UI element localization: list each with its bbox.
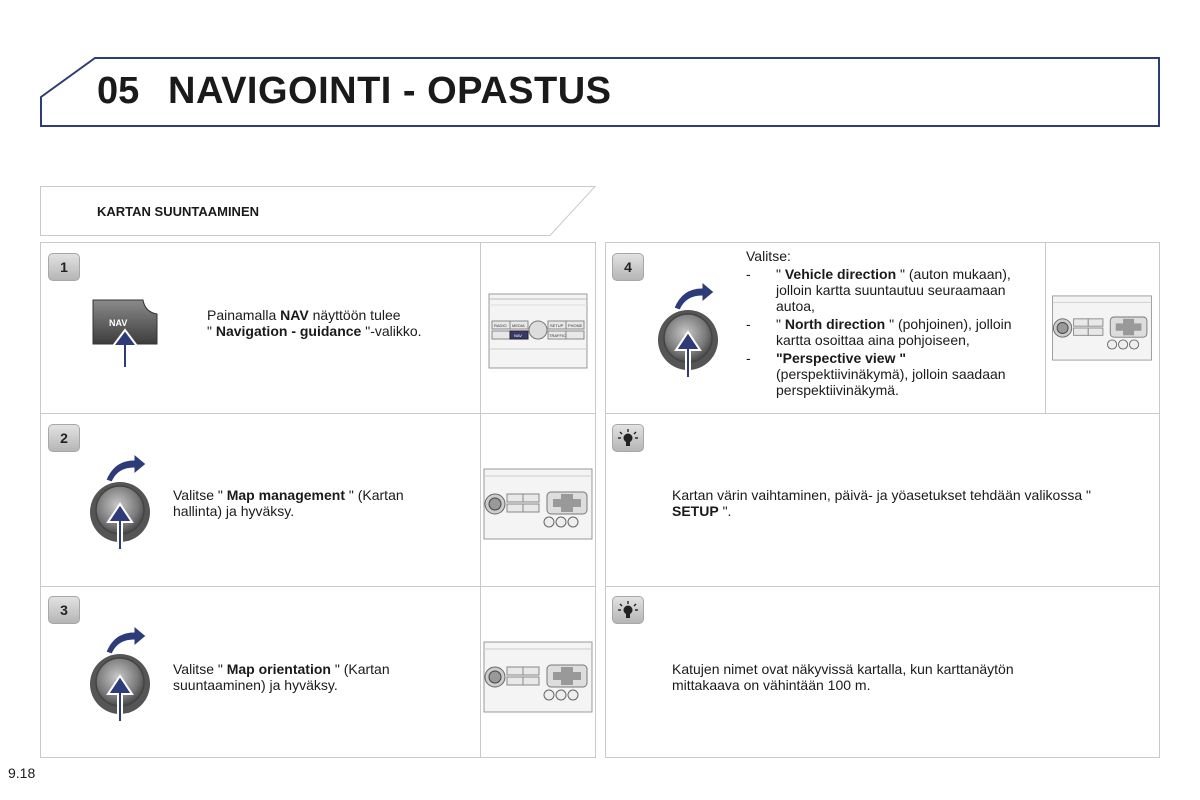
tip-2-text: Katujen nimet ovat näkyvissä kartalla, kun karttanäytön mittakaava on vähintään 100 m. [672,661,1014,693]
option-perspective-view: - "Perspective view " (perspektiivinäkymä), jolloin saadaan perspektiivinäkymä. [746,350,1006,398]
radio-panel-nav [488,293,588,369]
option-north-direction: - " North direction " (pohjoinen), jolloin kartta osoittaa aina pohjoiseen, [746,316,1012,348]
orientation-options [746,266,1038,398]
option-vehicle-direction: - " Vehicle direction " (auton mukaan), jolloin kartta suuntautuu seuraamaan autoa, [746,266,1011,314]
rotary-knob-illustration [88,624,158,724]
chapter-number: 05 [97,70,140,112]
step-1-text: Painamalla NAV näyttöön tulee " Navigation - guidance "-valikko. [207,307,422,339]
rotary-knob-illustration [88,452,158,552]
step-4-intro: Valitse: [746,248,791,264]
page-number: 9.18 [8,765,36,781]
tip-1-lightbulb-icon [612,424,644,452]
page-title: NAVIGOINTI - OPASTUS [168,70,612,112]
nav-button-illustration [85,290,185,370]
step-4-badge: 4 [612,253,644,281]
nav-key-label: NAV [109,318,128,328]
radio-panel-setup [1047,295,1157,361]
tip-1-text: Kartan värin vaihtaminen, päivä- ja yöasetukset tehdään valikossa " SETUP ". [672,487,1091,519]
radio-panel-setup [483,468,593,540]
step-4-divider [1045,242,1046,414]
traffic-key-label: TRAFFIC [549,333,566,338]
section-title: KARTAN SUUNTAAMINEN [97,204,260,219]
step-2-divider [480,413,481,587]
radio-key-label: RADIO [494,323,507,328]
step-4-text [746,248,1038,398]
media-key-label: MEDIA [512,323,525,328]
step-2-text: Valitse " Map management " (Kartan hallinta) ja hyväksy. [173,487,404,519]
nav-key-label-small: NAV [514,333,522,338]
tip-2-lightbulb-icon [612,596,644,624]
rotary-knob-illustration [656,280,726,380]
step-2-badge: 2 [48,424,80,452]
step-3-badge: 3 [48,596,80,624]
setup-key-label: SETUP [550,323,564,328]
step-1-divider [480,242,481,414]
step-1-badge: 1 [48,253,80,281]
phone-key-label: PHONE [568,323,583,328]
step-3-text: Valitse " Map orientation " (Kartan suuntaaminen) ja hyväksy. [173,661,390,693]
radio-panel-setup [483,641,593,713]
step-3-divider [480,586,481,758]
